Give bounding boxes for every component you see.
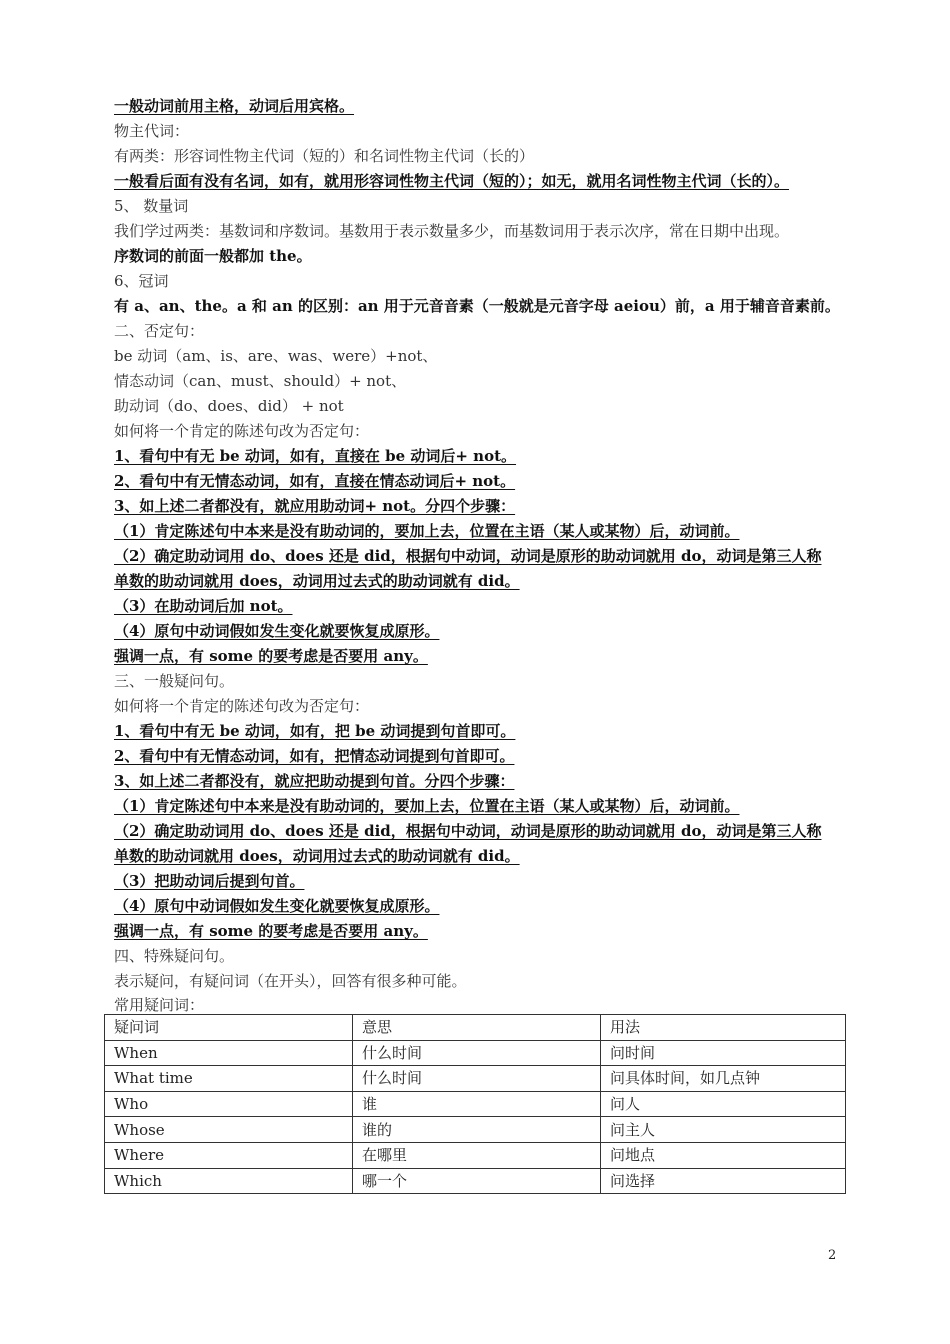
table-cell: Which <box>105 1168 353 1194</box>
text-line: （1）肯定陈述句中本来是没有助动词的，要加上去，位置在主语（某人或某物）后，动词前。 <box>114 797 740 815</box>
table-header-row <box>105 1015 846 1041</box>
table-cell: When <box>105 1040 353 1066</box>
text-line: 1、看句中有无 be 动词，如有，直接在 be 动词后+ not。 <box>114 447 517 465</box>
text-line: 我们学过两类：基数词和序数词。基数用于表示数量多少，而基数词用于表示次序，常在日期中出现。 <box>114 222 790 240</box>
table-row <box>105 1040 846 1066</box>
text-line: 一般动词前用主格，动词后用宾格。 <box>114 97 355 115</box>
table-cell: 问选择 <box>601 1168 846 1194</box>
table-cell: 谁 <box>353 1091 601 1117</box>
table-cell: What time <box>105 1066 353 1092</box>
text-line: 情态动词（can、must、should）+ not、 <box>114 372 407 390</box>
table-cell: 问主人 <box>601 1117 846 1143</box>
text-line: 如何将一个肯定的陈述句改为否定句： <box>114 422 370 440</box>
table-header-cell: 用法 <box>601 1015 846 1041</box>
text-line: （2）确定助动词用 do、does 还是 did，根据句中动词，动词是原形的助动词就用 do，动词是第三人称 <box>114 822 822 840</box>
text-line: 如何将一个肯定的陈述句改为否定句： <box>114 697 370 715</box>
page-number: 2 <box>828 1248 837 1263</box>
text-line: 3、如上述二者都没有，就应用助动词+ not。分四个步骤： <box>114 497 516 515</box>
section-heading: 5、 数量词 <box>114 197 189 215</box>
table-cell: 问人 <box>601 1091 846 1117</box>
text-line: 有 a、an、the。a 和 an 的区别：an 用于元音音素（一般就是元音字母 aeiou）前，a 用于辅音音素前。 <box>114 297 840 315</box>
text-line: 单数的助动词就用 does，动词用过去式的助动词就有 did。 <box>114 847 520 865</box>
table-row <box>105 1117 846 1143</box>
table-row <box>105 1142 846 1168</box>
table-cell: Who <box>105 1091 353 1117</box>
text-line: （4）原句中动词假如发生变化就要恢复成原形。 <box>114 622 440 640</box>
section-heading: 6、冠词 <box>114 272 169 290</box>
text-line: 一般看后面有没有名词，如有，就用形容词性物主代词（短的）；如无，就用名词性物主代词（长的）。 <box>114 172 790 190</box>
text-line: 常用疑问词： <box>114 996 205 1014</box>
text-line: （2）确定助动词用 do、does 还是 did，根据句中动词，动词是原形的助动词就用 do，动词是第三人称 <box>114 547 822 565</box>
table-header-cell: 疑问词 <box>105 1015 353 1041</box>
text-line: 有两类：形容词性物主代词（短的）和名词性物主代词（长的） <box>114 147 535 165</box>
text-line: 2、看句中有无情态动词，如有，直接在情态动词后+ not。 <box>114 472 516 490</box>
table-cell: 问时间 <box>601 1040 846 1066</box>
text-line: 单数的助动词就用 does，动词用过去式的助动词就有 did。 <box>114 572 520 590</box>
table-cell: Whose <box>105 1117 353 1143</box>
text-line: 序数词的前面一般都加 the。 <box>114 247 312 265</box>
table-cell: Where <box>105 1142 353 1168</box>
text-line: （3）在助动词后加 not。 <box>114 597 293 615</box>
table-row <box>105 1168 846 1194</box>
text-line: 2、看句中有无情态动词，如有，把情态动词提到句首即可。 <box>114 747 515 765</box>
text-line: 强调一点，有 some 的要考虑是否要用 any。 <box>114 922 428 940</box>
table-header-cell: 意思 <box>353 1015 601 1041</box>
text-line: （1）肯定陈述句中本来是没有助动词的，要加上去，位置在主语（某人或某物）后，动词前。 <box>114 522 740 540</box>
text-line: （3）把助动词后提到句首。 <box>114 872 305 890</box>
section-heading: 二、否定句： <box>114 322 205 340</box>
text-line: （4）原句中动词假如发生变化就要恢复成原形。 <box>114 897 440 915</box>
table-row <box>105 1091 846 1117</box>
table-cell: 问地点 <box>601 1142 846 1168</box>
section-heading: 三、一般疑问句。 <box>114 672 235 690</box>
table-cell: 哪一个 <box>353 1168 601 1194</box>
table-cell: 谁的 <box>353 1117 601 1143</box>
section-heading: 四、特殊疑问句。 <box>114 947 235 965</box>
text-line: 3、如上述二者都没有，就应把助动提到句首。分四个步骤： <box>114 772 515 790</box>
table-cell: 什么时间 <box>353 1040 601 1066</box>
table-cell: 在哪里 <box>353 1142 601 1168</box>
question-word-table <box>104 1014 846 1194</box>
table-cell: 什么时间 <box>353 1066 601 1092</box>
text-line: 1、看句中有无 be 动词，如有，把 be 动词提到句首即可。 <box>114 722 516 740</box>
text-line: be 动词（am、is、are、was、were）+not、 <box>114 347 438 365</box>
table-row <box>105 1066 846 1092</box>
text-line: 强调一点，有 some 的要考虑是否要用 any。 <box>114 647 428 665</box>
table-cell: 问具体时间，如几点钟 <box>601 1066 846 1092</box>
text-line: 物主代词： <box>114 122 190 140</box>
text-line: 表示疑问，有疑问词（在开头），回答有很多种可能。 <box>114 972 467 990</box>
text-line: 助动词（do、does、did） + not <box>114 397 344 415</box>
